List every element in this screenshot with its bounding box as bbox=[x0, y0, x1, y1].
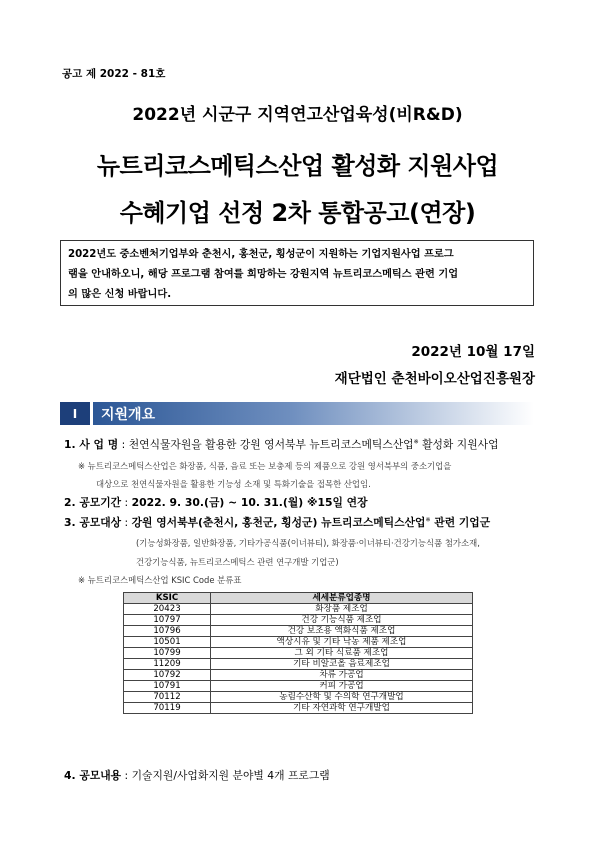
ksic-code-table bbox=[123, 592, 473, 714]
note-line: 대상으로 천연식물자원을 활용한 기능성 소재 및 특화기술을 접목한 산업임. bbox=[96, 479, 371, 489]
table-row bbox=[124, 626, 473, 637]
target-detail-line: 건강기능식품, 뉴트리코스메틱스 관련 연구개발 기업군) bbox=[136, 557, 339, 567]
table-row bbox=[124, 615, 473, 626]
business-name-label: 1. 사 업 명 bbox=[64, 438, 119, 451]
table-row bbox=[124, 648, 473, 659]
industry-name: 농림수산학 및 수의학 연구개발업 bbox=[211, 692, 473, 703]
ksic-code: 10797 bbox=[124, 615, 211, 626]
industry-name: 커피 가공업 bbox=[211, 681, 473, 692]
footnote-mark: ※ bbox=[413, 438, 419, 446]
section-header bbox=[60, 402, 534, 425]
business-name-value-end: 활성화 지원사업 bbox=[418, 438, 499, 451]
ksic-code: 70119 bbox=[124, 703, 211, 714]
table-header-row bbox=[124, 593, 473, 604]
ksic-code: 11209 bbox=[124, 659, 211, 670]
intro-line: 2022년도 중소벤처기업부와 춘천시, 홍천군, 횡성군이 지원하는 기업지원사업 프로그 bbox=[68, 249, 454, 260]
ksic-code: 10792 bbox=[124, 670, 211, 681]
industry-name: 화장품 제조업 bbox=[211, 604, 473, 615]
table-row bbox=[124, 637, 473, 648]
content-value: 기술지원/사업화지원 분야별 4개 프로그램 bbox=[131, 769, 330, 782]
column-header-industry: 세세분류업종명 bbox=[211, 593, 473, 604]
industry-name: 건강 보조용 액화식품 제조업 bbox=[211, 626, 473, 637]
target-item: 3. 공모대상 : 강원 영서북부(춘천시, 홍천군, 횡성군) 뉴트리코스메틱스산업※ 관련 기업군 bbox=[64, 516, 491, 529]
ksic-code: 20423 bbox=[124, 604, 211, 615]
table-row bbox=[124, 670, 473, 681]
ksic-code: 10796 bbox=[124, 626, 211, 637]
period-label: 2. 공모기간 bbox=[64, 496, 122, 509]
notice-date: 2022년 10월 17일 bbox=[411, 344, 535, 360]
target-label: 3. 공모대상 bbox=[64, 516, 122, 529]
column-header-ksic: KSIC bbox=[124, 593, 211, 604]
section-number: Ⅰ bbox=[60, 402, 90, 425]
ksic-code: 10501 bbox=[124, 637, 211, 648]
section-title: 지원개요 bbox=[93, 402, 534, 425]
business-name-item: 1. 사 업 명 : 천연식물자원을 활용한 강원 영서북부 뉴트리코스메틱스산업※ 활성화 지원사업 bbox=[64, 438, 499, 451]
ksic-code: 10799 bbox=[124, 648, 211, 659]
target-value: 강원 영서북부(춘천시, 홍천군, 횡성군) 뉴트리코스메틱스산업 bbox=[131, 516, 426, 529]
industry-name: 기타 자연과학 연구개발업 bbox=[211, 703, 473, 714]
intro-line: 의 많은 신청 바랍니다. bbox=[68, 289, 172, 300]
table-row bbox=[124, 703, 473, 714]
industry-name: 차류 가공업 bbox=[211, 670, 473, 681]
table-row bbox=[124, 692, 473, 703]
table-row bbox=[124, 659, 473, 670]
content-label: 4. 공모내용 bbox=[64, 769, 122, 782]
notice-number: 공고 제 2022 - 81호 bbox=[62, 68, 166, 80]
program-title: 2022년 시군구 지역연고산업육성(비R&D) bbox=[132, 105, 463, 125]
content-item: 4. 공모내용 : 기술지원/사업화지원 분야별 4개 프로그램 bbox=[64, 769, 330, 782]
industry-name: 그 외 기타 식료품 제조업 bbox=[211, 648, 473, 659]
industry-name: 건강 기능식품 제조업 bbox=[211, 615, 473, 626]
issuing-organization: 재단법인 춘천바이오산업진흥원장 bbox=[334, 371, 535, 387]
ksic-code: 70112 bbox=[124, 692, 211, 703]
period-value: 2022. 9. 30.(금) ~ 10. 31.(월) ※15일 연장 bbox=[131, 496, 368, 509]
note-line: ※ 뉴트리코스메틱스산업은 화장품, 식품, 음료 또는 보충제 등의 제품으로 강원 영서북부의 중소기업을 bbox=[78, 461, 452, 471]
business-name-value: 천연식물자원을 활용한 강원 영서북부 뉴트리코스메틱스산업 bbox=[128, 438, 414, 451]
industry-name: 액상시유 및 기타 낙농 제품 제조업 bbox=[211, 637, 473, 648]
intro-box bbox=[60, 240, 534, 306]
main-title-line1: 뉴트리코스메틱스산업 활성화 지원사업 bbox=[96, 152, 499, 180]
ksic-code: 10791 bbox=[124, 681, 211, 692]
intro-line: 램을 안내하오니, 해당 프로그램 참여를 희망하는 강원지역 뉴트리코스메틱스 관련 기업 bbox=[68, 269, 459, 280]
target-value-end: 관련 기업군 bbox=[430, 516, 491, 529]
table-row bbox=[124, 604, 473, 615]
footnote-mark: ※ bbox=[425, 516, 431, 524]
ksic-table-caption: ※ 뉴트리코스메틱스산업 KSIC Code 분류표 bbox=[78, 575, 242, 585]
target-detail-line: (기능성화장품, 일반화장품, 기타가공식품(이너뷰티), 화장품·이너뷰티·건강기능식품 첨가소재, bbox=[136, 538, 480, 548]
industry-name: 기타 비알코올 음료제조업 bbox=[211, 659, 473, 670]
period-item: 2. 공모기간 : 2022. 9. 30.(금) ~ 10. 31.(월) ※15일 연장 bbox=[64, 496, 368, 509]
table-row bbox=[124, 681, 473, 692]
main-title-line2: 수혜기업 선정 2차 통합공고(연장) bbox=[119, 199, 476, 227]
